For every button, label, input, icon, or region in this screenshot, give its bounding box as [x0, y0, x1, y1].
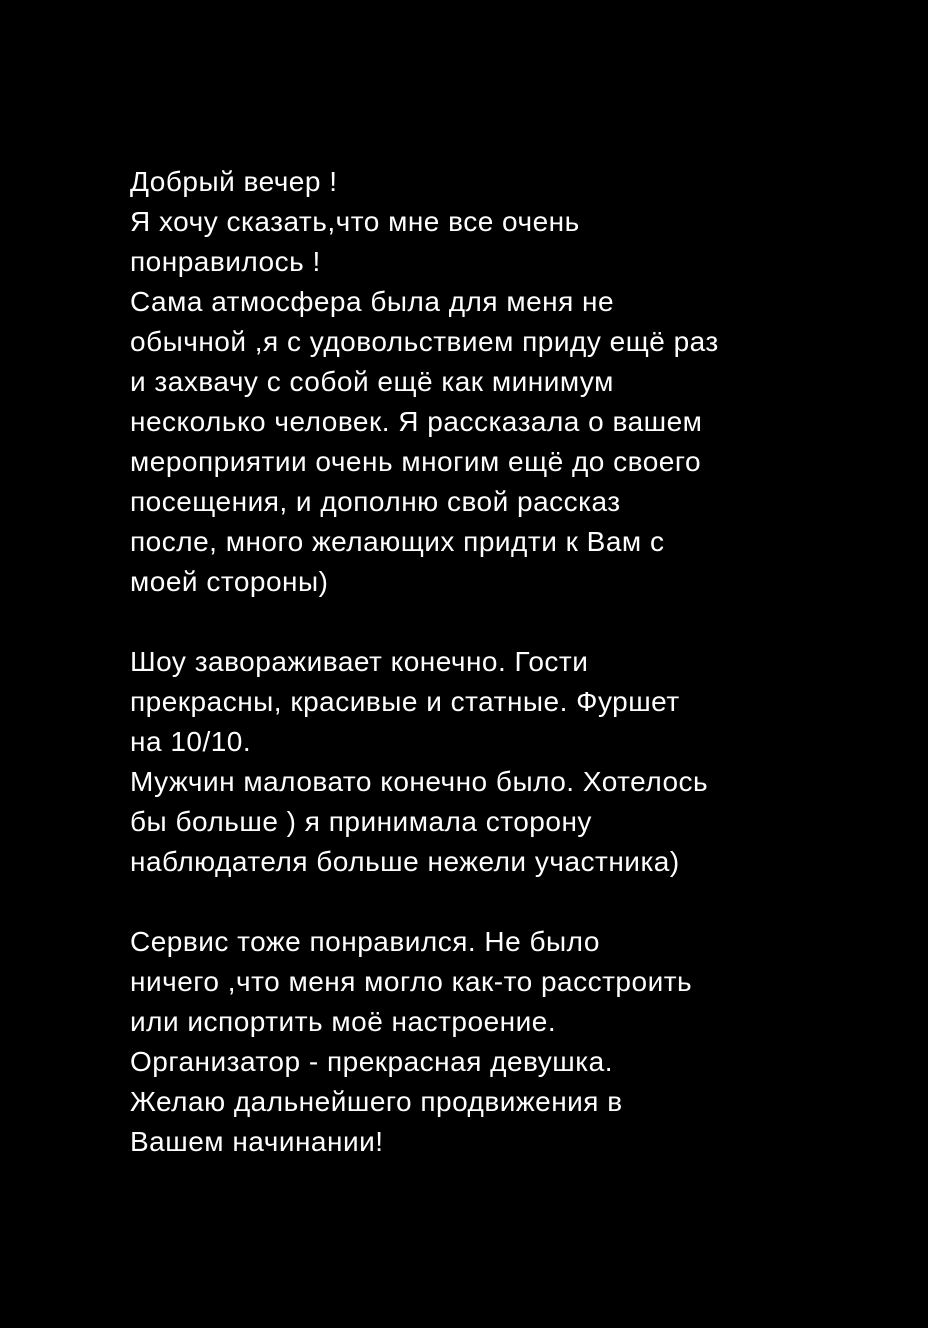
paragraph-service [130, 922, 910, 1162]
text-line: после, много желающих придти к Вам с [130, 526, 665, 557]
text-line: или испортить моё настроение. [130, 1006, 557, 1037]
paragraph-greeting [130, 162, 910, 602]
text-line: понравилось ! [130, 246, 321, 277]
text-line: прекрасны, красивые и статные. Фуршет [130, 686, 680, 717]
paragraph-spacer [130, 602, 910, 642]
text-line: Я хочу сказать,что мне все очень [130, 206, 580, 237]
text-line: несколько человек. Я рассказала о вашем [130, 406, 703, 437]
text-line: ничего ,что меня могло как-то расстроить [130, 966, 693, 997]
text-line: Добрый вечер ! [130, 166, 338, 197]
text-line: наблюдателя больше нежели участника) [130, 846, 680, 877]
text-line: обычной ,я с удовольствием приду ещё раз [130, 326, 719, 357]
text-line: Сама атмосфера была для меня не [130, 286, 615, 317]
review-text [130, 162, 910, 1162]
text-line: на 10/10. [130, 726, 252, 757]
paragraph-show [130, 642, 910, 882]
text-line: Шоу завораживает конечно. Гости [130, 646, 589, 677]
paragraph-spacer [130, 882, 910, 922]
text-line: Желаю дальнейшего продвижения в [130, 1086, 623, 1117]
text-line: Сервис тоже понравился. Не было [130, 926, 600, 957]
text-line: мероприятии очень многим ещё до своего [130, 446, 702, 477]
text-line: Мужчин маловато конечно было. Хотелось [130, 766, 709, 797]
text-line: моей стороны) [130, 566, 329, 597]
text-line: бы больше ) я принимала сторону [130, 806, 592, 837]
text-line: и захвачу с собой ещё как минимум [130, 366, 614, 397]
text-line: Организатор - прекрасная девушка. [130, 1046, 613, 1077]
text-line: Вашем начинании! [130, 1126, 384, 1157]
text-line: посещения, и дополню свой рассказ [130, 486, 621, 517]
